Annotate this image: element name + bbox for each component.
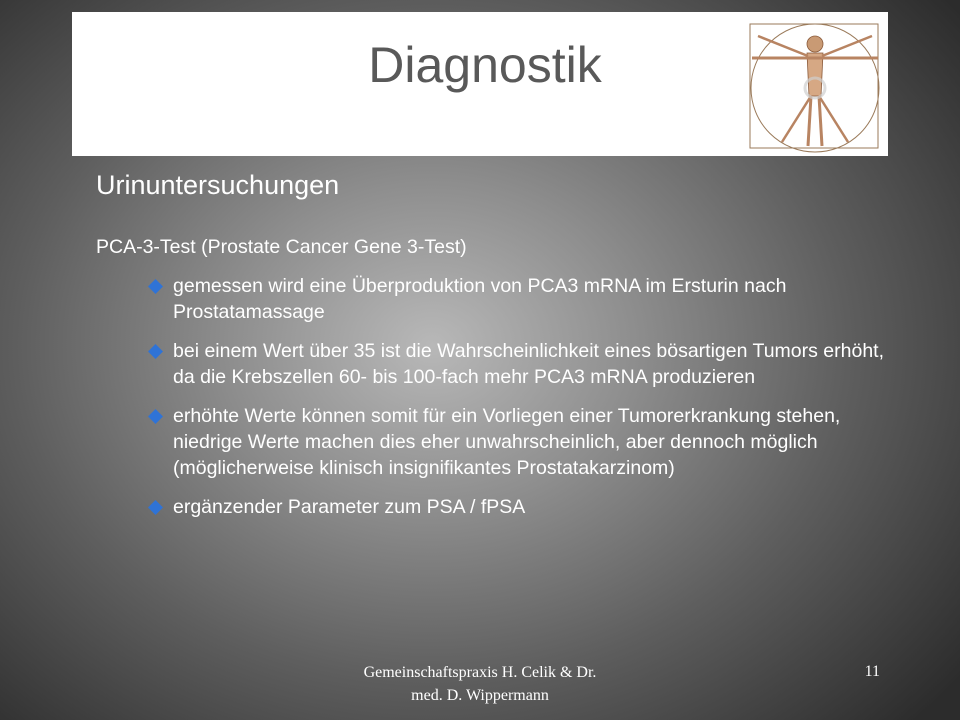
diamond-bullet-icon [148, 344, 163, 359]
bullet-text: bei einem Wert über 35 ist die Wahrscheinlichkeit eines bösartigen Tumors erhöht, da die Krebszellen 60- bis 100-fach mehr PCA3 mRNA produzieren [173, 340, 885, 388]
page-number: 11 [864, 663, 880, 680]
bullet-item [146, 338, 886, 390]
slide-title: Diagnostik [368, 37, 602, 93]
bullet-item [146, 403, 886, 481]
bullet-item [146, 273, 886, 325]
footer-line: Gemeinschaftspraxis H. Celik & Dr. [363, 664, 597, 681]
test-heading: PCA-3-Test (Prostate Cancer Gene 3-Test) [96, 236, 467, 258]
footer-text [328, 661, 632, 707]
footer-line: med. D. Wippermann [411, 687, 549, 704]
vitruvian-man-icon [744, 18, 886, 154]
bullet-text: erhöhte Werte können somit für ein Vorliegen einer Tumorerkrankung stehen, niedrige Werte machen dies eher unwahrscheinlich, aber dennoch möglich (möglicherweise klinisch insignifikantes Prostatakarzinom) [173, 405, 841, 479]
diamond-bullet-icon [148, 279, 163, 294]
bullet-text: gemessen wird eine Überproduktion von PCA3 mRNA im Ersturin nach Prostatamassage [173, 275, 787, 323]
title-band [72, 12, 888, 156]
diamond-bullet-icon [148, 500, 163, 515]
bullet-item [146, 494, 886, 520]
diamond-bullet-icon [148, 409, 163, 424]
bullet-text: ergänzender Parameter zum PSA / fPSA [173, 496, 526, 518]
section-heading: Urinuntersuchungen [96, 170, 340, 200]
bullet-list [146, 273, 886, 533]
